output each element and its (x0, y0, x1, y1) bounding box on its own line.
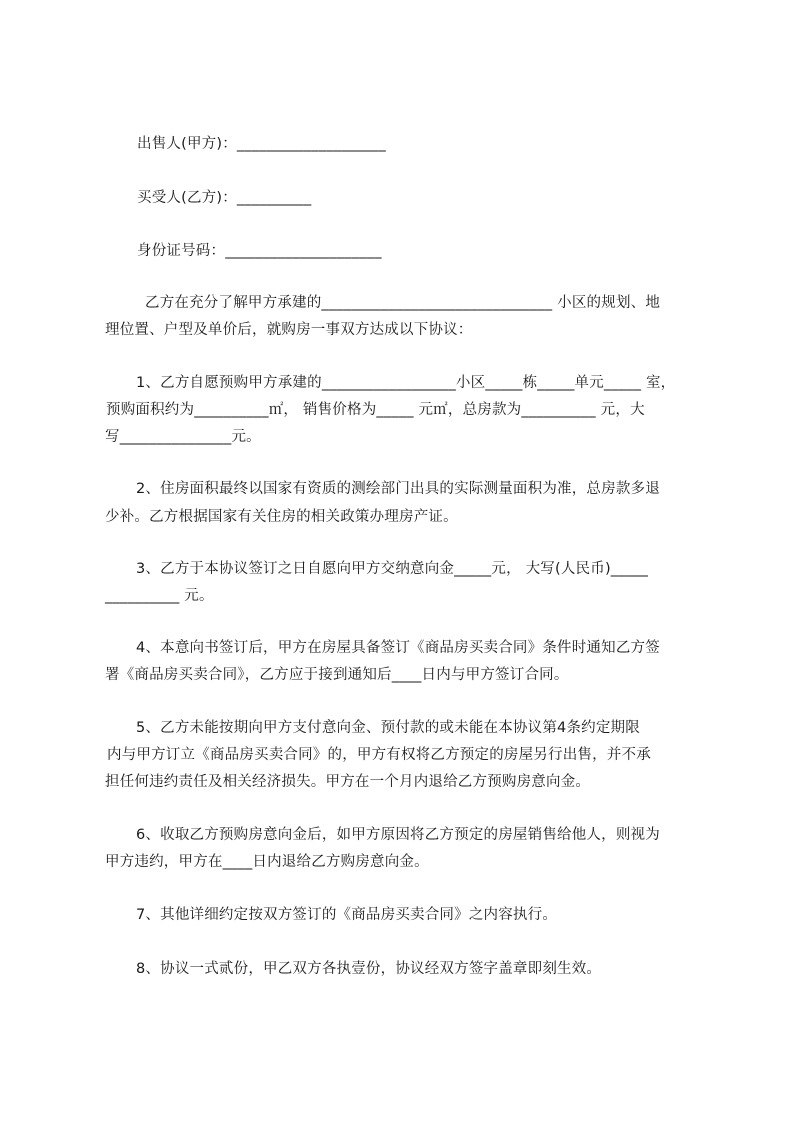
clause-5-line: 内与甲方订立《商品房买卖合同》的，甲方有权将乙方预定的房屋另行出售，并不承 (107, 747, 651, 763)
clause-4-line: 4、本意向书签订后，甲方在房屋具备签订《商品房买卖合同》条件时通知乙方签 (136, 640, 660, 656)
buyer-field: 买受人(乙方)：__________ (137, 190, 312, 206)
clause-6-line: 甲方违约，甲方在____日内退给乙方购房意向金。 (105, 854, 429, 870)
intro-line: 乙方在充分了解甲方承建的_______________________________ 小区的规划、地 (145, 295, 661, 311)
clause-1-line: 写_______________元。 (105, 429, 261, 445)
clause-3-line: __________ 元。 (105, 588, 214, 604)
seller-field: 出售人(甲方)：____________________ (137, 136, 386, 152)
clause-1-line: 1、乙方自愿预购甲方承建的__________________小区_____栋_____单元_____ 室， (136, 375, 676, 391)
clause-5-line: 5、乙方未能按期向甲方支付意向金、预付款的或未能在本协议第4条约定期限 (136, 720, 640, 736)
clause-3-line: 3、乙方于本协议签订之日自愿向甲方交纳意向金_____元， 大写(人民币)_____ (136, 561, 649, 577)
clause-2-line: 2、住房面积最终以国家有资质的测绘部门出具的实际测量面积为准，总房款多退 (136, 481, 660, 497)
clause-1-line: 预购面积约为__________㎡， 销售价格为_____ 元㎡，总房款为__________ 元，大 (106, 402, 645, 418)
intro-line: 理位置、户型及单价后，就购房一事双方达成以下协议： (105, 322, 473, 338)
id-number-field: 身份证号码：_____________________ (137, 243, 382, 259)
clause-6-line: 6、收取乙方预购房意向金后，如甲方原因将乙方预定的房屋销售给他人，则视为 (136, 827, 660, 843)
clause-4-line: 署《商品房买卖合同》，乙方应于接到通知后____日内与甲方签订合同。 (105, 667, 569, 683)
clause-8-line: 8、协议一式贰份，甲乙双方各执壹份，协议经双方签字盖章即刻生效。 (136, 961, 602, 977)
clause-2-line: 少补。乙方根据国家有关住房的相关政策办理房产证。 (105, 509, 458, 525)
clause-5-line: 担任何违约责任及相关经济损失。甲方在一个月内退给乙方预购房意向金。 (105, 774, 591, 790)
clause-7-line: 7、其他详细约定按双方签订的《商品房买卖合同》之内容执行。 (136, 907, 558, 923)
